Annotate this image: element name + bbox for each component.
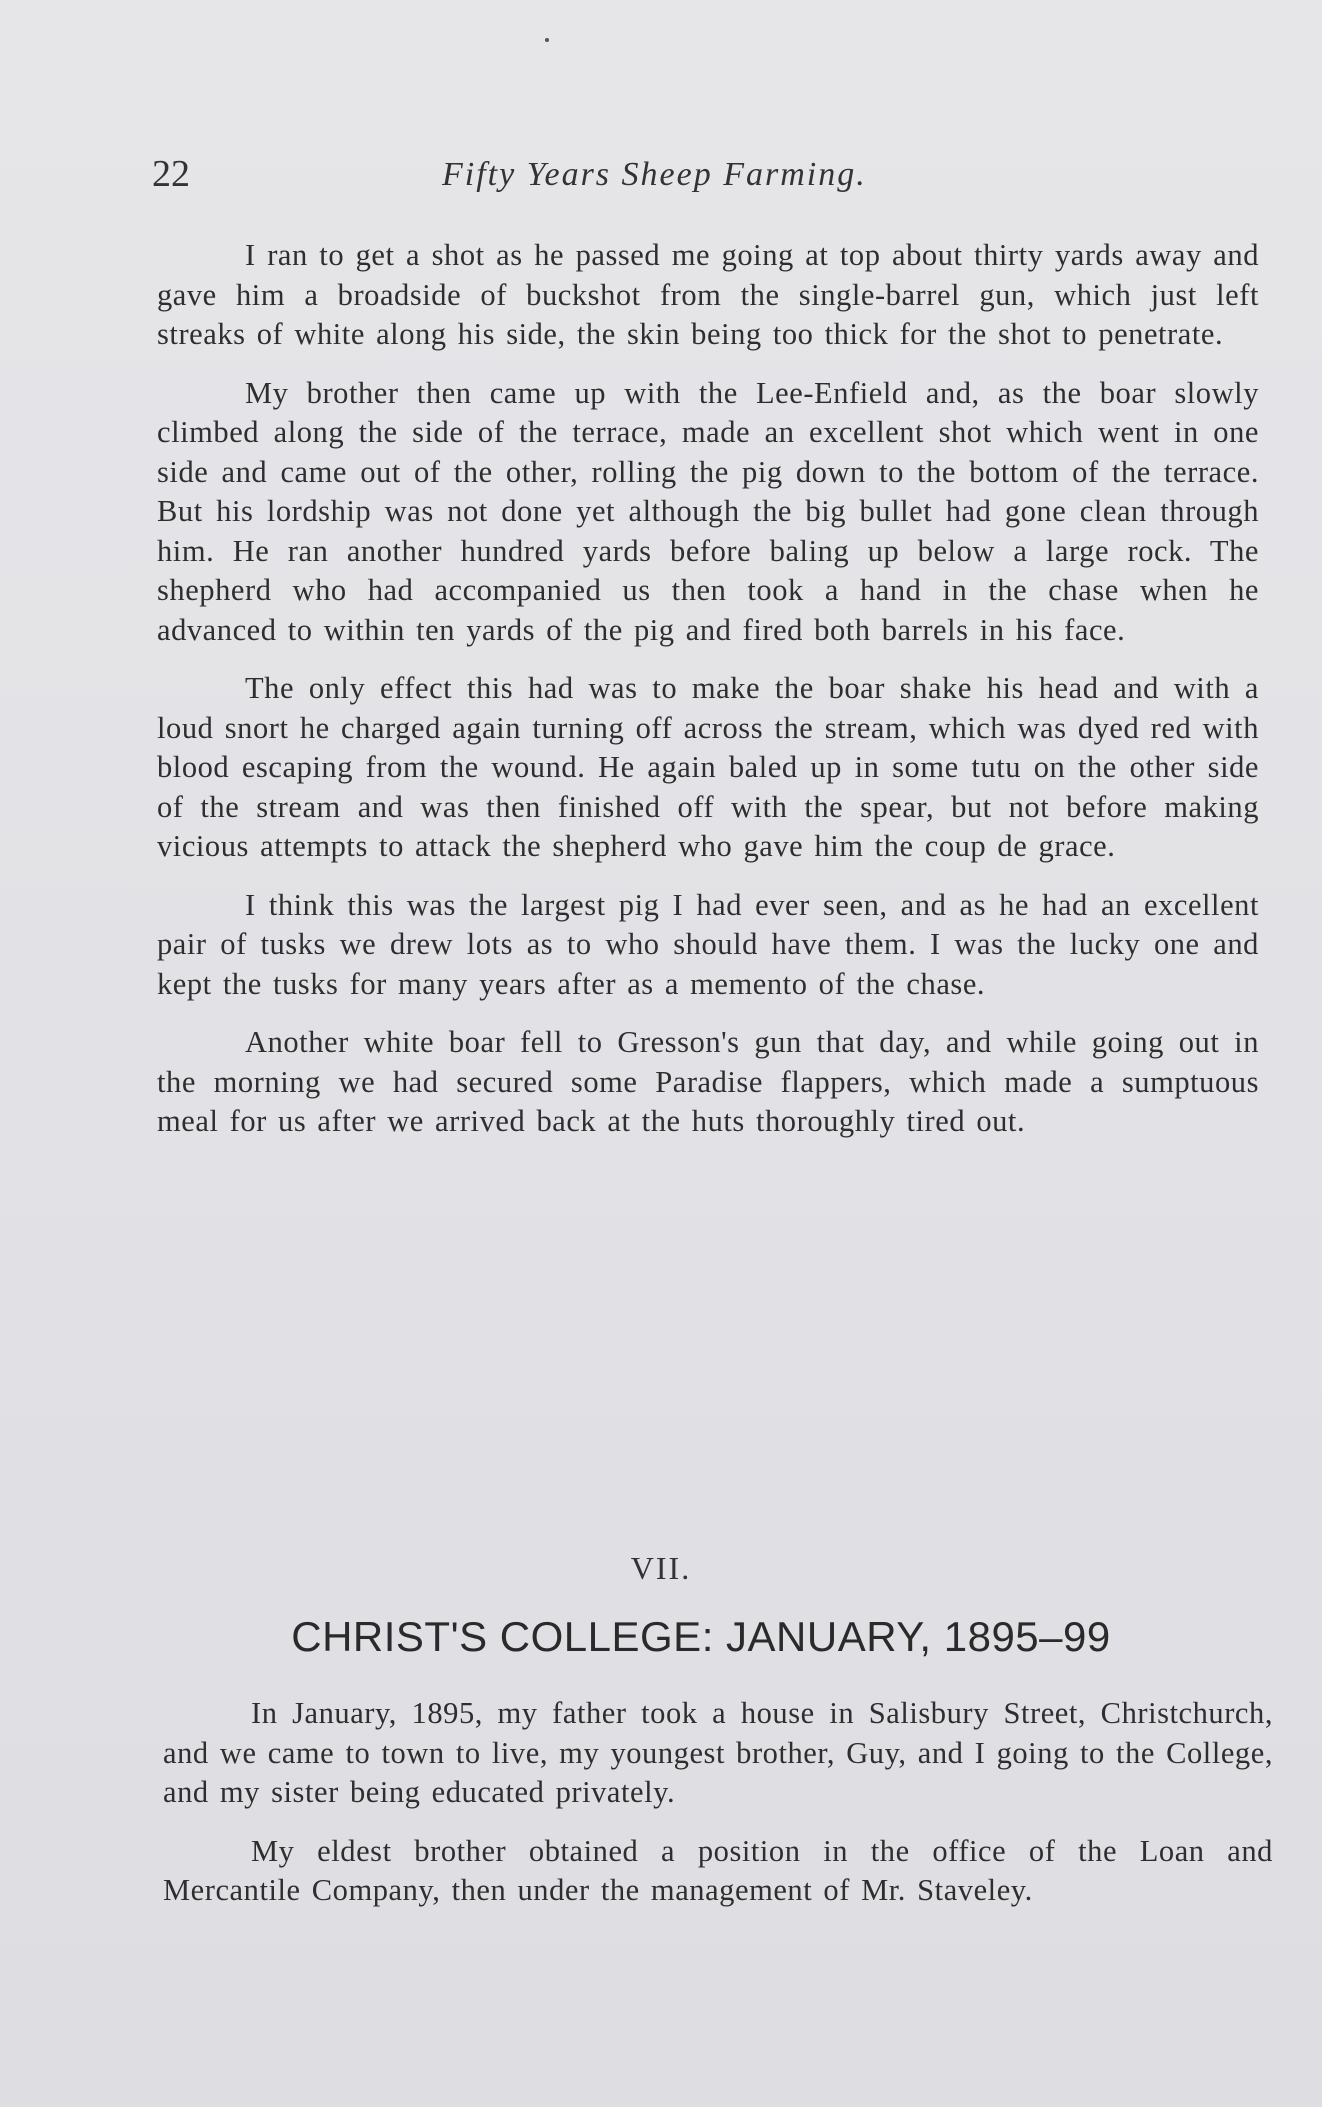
paragraph: I ran to get a shot as he passed me going at top about thirty yards away and gave him a broadside of buckshot from the single-barrel gun, which just left streaks of white along his side, the skin being too thick for the shot to penetrate.	[157, 238, 1259, 351]
paragraph: My eldest brother obtained a position in the office of the Loan and Mercantile Company, then under the management of Mr. Staveley.	[163, 1833, 1273, 1907]
page-number: 22	[152, 153, 190, 195]
page-header	[152, 150, 1280, 210]
body-text-after	[163, 1694, 1273, 1930]
body-text-before	[157, 236, 1259, 1161]
section-number: VII.	[630, 1550, 692, 1586]
paragraph: My brother then came up with the Lee-Enfield and, as the boar slowly climbed along the side of the terrace, made an excellent shot which went in one side and came out of the other, rolling the pig down to the bottom of the terrace. But his lordship was not done yet although the big bullet had gone clean through him. He ran another hundred yards before baling up below a large rock. The shepherd who had accompanied us then took a hand in the chase when he advanced to within ten yards of the pig and fired both barrels in his face.	[157, 375, 1259, 647]
running-title: Fifty Years Sheep Farming.	[442, 156, 867, 193]
paragraph: Another white boar fell to Gresson's gun that day, and while going out in the morning we had secured some Paradise flappers, which made a sumptuous meal for us after we arrived back at the huts thoroughly tired out.	[157, 1025, 1259, 1138]
chapter-title: CHRIST'S COLLEGE: JANUARY, 1895–99	[291, 1613, 1111, 1660]
speck-mark	[545, 38, 549, 42]
paragraph: The only effect this had was to make the boar shake his head and with a loud snort he charged again turning off across the stream, which was dyed red with blood escaping from the wound. He again baled up in some tutu on the other side of the stream and was then finished off with the spear, but not before making vicious attempts to attack the shepherd who gave him the coup de grace.	[157, 671, 1259, 863]
paragraph: I think this was the largest pig I had ever seen, and as he had an excellent pair of tusks we drew lots as to who should have them. I was the lucky one and kept the tusks for many years after as a memento of the chase.	[157, 887, 1259, 1001]
paragraph: In January, 1895, my father took a house in Salisbury Street, Christchurch, and we came to town to live, my youngest brother, Guy, and I going to the College, and my sister being educated privately.	[163, 1696, 1273, 1809]
